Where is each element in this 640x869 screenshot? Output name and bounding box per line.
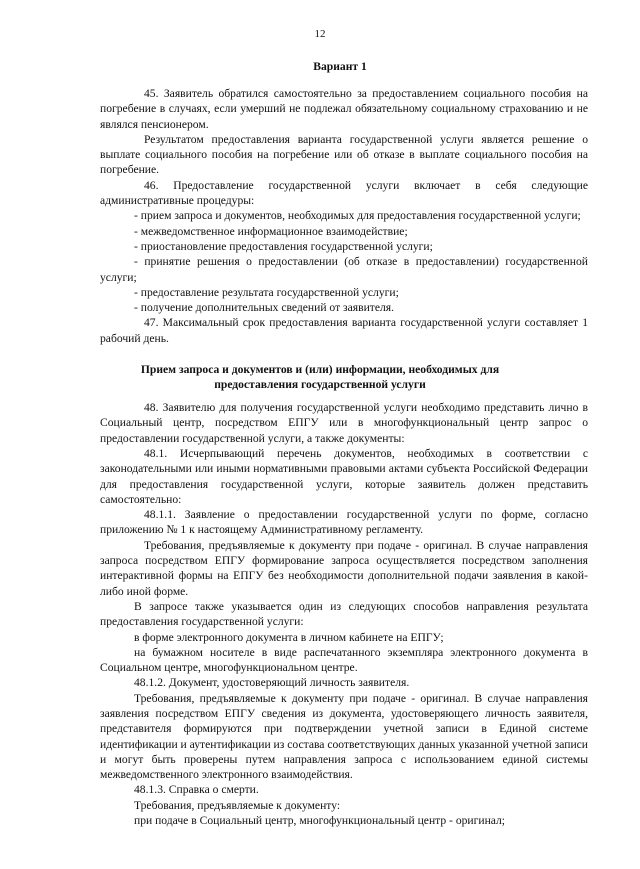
paragraph: 46. Предоставление государственной услуги включает в себя следующие административные процедуры: <box>100 178 588 208</box>
list-item: - получение дополнительных сведений от заявителя. <box>134 301 395 315</box>
paragraph: 48. Заявителю для получения государственной услуги необходимо представить лично в Социальный центр, посредством ЕПГУ или в многофункциональный центр запрос о предоставлении государственной услуги, а также документы: <box>100 401 588 445</box>
list-item: - принятие решения о предоставлении (об отказе в предоставлении) государственной услуги; <box>100 255 588 284</box>
paragraph: 48.1.2. Документ, удостоверяющий личность заявителя. <box>134 676 410 690</box>
paragraph: Требования, предъявляемые к документу при подаче - оригинал. В случае направления заявления посредством ЕПГУ сведения из документа, удостоверяющего личность заявителя, представителя формируются при подтверждении учетной записи в Единой системе идентификации и аутентификации из состава соответствующих данных указанной учетной записи и могут быть проверены путем направления запроса с использованием единой системы межведомственного электронного взаимодействия. <box>100 691 588 782</box>
paragraph: 48.1.3. Справка о смерти. <box>134 783 259 797</box>
paragraph: 47. Максимальный срок предоставления варианта государственной услуги составляет 1 рабочий день. <box>100 316 588 345</box>
paragraph: Требования, предъявляемые к документу: <box>134 798 341 812</box>
paragraph: В запросе также указывается один из следующих способов направления результата предоставления государственной услуги: <box>100 599 588 629</box>
section-title <box>0 362 640 392</box>
list-item: - прием запроса и документов, необходимых для предоставления государственной услуги; <box>134 209 581 223</box>
section-title-line2: предоставления государственной услуги <box>214 378 426 391</box>
paragraph: Результатом предоставления варианта государственной услуги является решение о выплате социального пособия на погребение или об отказе в выплате социального пособия на погребение. <box>100 132 588 177</box>
paragraph: в форме электронного документа в личном кабинете на ЕПГУ; <box>134 630 444 644</box>
paragraph: 45. Заявитель обратился самостоятельно за предоставлением социального пособия на погребение в случаях, если умерший не подлежал обязательному социальному страхованию и не являлся пенсионером. <box>100 87 588 131</box>
list-item: - приостановление предоставления государственной услуги; <box>134 239 433 253</box>
paragraph: 48.1. Исчерпывающий перечень документов, необходимых в соответствии с законодательными или иными нормативными правовыми актами субъекта Российской Федерации для предоставления государственной услуги, которые заявитель должен представить самостоятельно: <box>100 446 588 506</box>
page-number: 12 <box>314 28 326 40</box>
paragraph: Требования, предъявляемые к документу при подаче - оригинал. В случае направления запроса посредством ЕПГУ формирование запроса осуществляется посредством заполнения интерактивной формы на ЕПГУ без необходимости дополнительной подачи заявления в какой-либо иной форме. <box>100 538 588 598</box>
paragraph: при подаче в Социальный центр, многофункциональный центр - оригинал; <box>134 814 506 828</box>
document-body <box>100 86 588 828</box>
list-item: - предоставление результата государственной услуги; <box>134 285 399 299</box>
section-title-line1: Прием запроса и документов и (или) информации, необходимых для <box>140 363 500 376</box>
variant-title: Вариант 1 <box>313 60 367 73</box>
list-item: - межведомственное информационное взаимодействие; <box>134 224 408 238</box>
paragraph: 48.1.1. Заявление о предоставлении государственной услуги по форме, согласно приложению № 1 к настоящему Административному регламенту. <box>100 508 588 537</box>
paragraph: на бумажном носителе в виде распечатанного экземпляра электронного документа в Социальном центре, многофункциональном центре. <box>100 645 588 675</box>
